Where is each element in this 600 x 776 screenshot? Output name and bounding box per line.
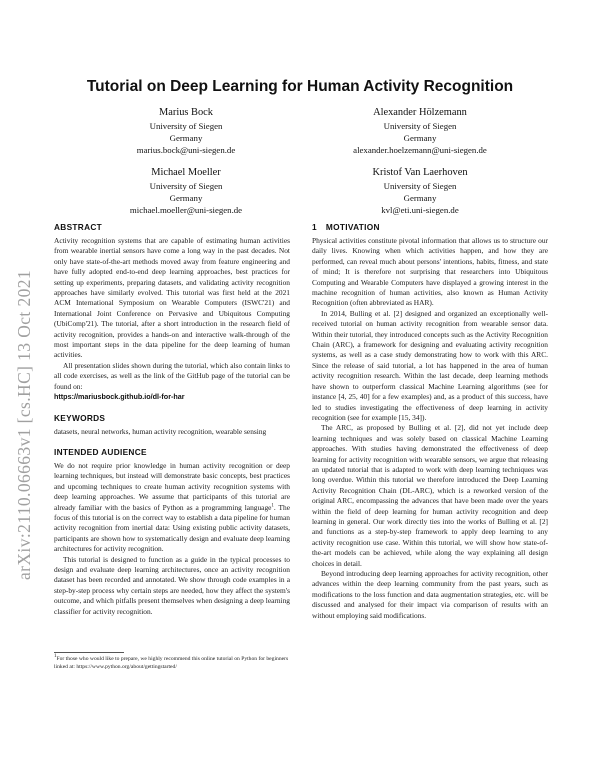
author-affiliation: University of Siegen	[149, 181, 223, 191]
author-name: Kristof Van Laerhoven	[372, 167, 468, 178]
abstract-paragraph: Activity recognition systems that are capable of estimating human activities from wearable inertial sensors have come a long way in the past decades. Not only have state-of-the-art methods moved away from feature engineering and have fully adopted end-to-end deep learning approaches, best practices for setting up experiments, preparing datasets, and validating activity recognition approaches have similarly evolved. This tutorial was first held at the 2021 ACM International Symposium on Wearable Computers (ISWC'21) and International Joint Conference on Pervasive and Ubiquitous Computing (UbiComp'21). The tutorial, after a short introduction in the research field of activity recognition, provides a hands-on and interactive walk-through of the most important steps in the data pipeline for the deep learning of human activities.	[54, 236, 290, 360]
author-name: Alexander Hölzemann	[373, 107, 467, 118]
abstract-paragraph: All presentation slides shown during the tutorial, which also contain links to all code exercises, as well as the link of the GitHub page of the tutorial can be found on:	[54, 360, 290, 391]
abstract-heading: ABSTRACT	[54, 222, 103, 232]
author-name: Marius Bock	[159, 107, 213, 118]
audience-paragraph	[54, 461, 290, 555]
author-country: Germany	[169, 193, 203, 203]
author-country: Germany	[403, 193, 437, 203]
author-email[interactable]: kvl@eti.uni-siegen.de	[381, 205, 459, 215]
author-name: Michael Moeller	[151, 167, 221, 178]
section-number: 1	[312, 222, 317, 232]
footnote	[54, 656, 290, 671]
author-affiliation: University of Siegen	[149, 121, 223, 131]
author-affiliation: University of Siegen	[383, 181, 457, 191]
author-affiliation: University of Siegen	[383, 121, 457, 131]
motivation-paragraph: The ARC, as proposed by Bulling et al. [2], did not yet include deep learning techniques and was solely based on classical Machine Learning approaches. With studies having demonstrated the effectiveness of deep learning for activity recognition with wearable sensors, we argue that releasing an updated tutorial that is adapted to work with deep learning techniques was long overdue. Within this tutorial we therefore introduced the Deep Learning Activity Recognition Chain (DL-ARC), which is a reworked version of the original ARC, encompassing the advances that have been made over the years within the field of deep learning for human activity recognition and deep learning in general. Our work directly ties into the works of Bulling et al. [2] and functions as a step-by-step framework to apply deep learning to any activity recognition use case. Within this tutorial, we will show how state-of-the-art models can be achieved, while along the way explaining all design choices in detail.	[312, 423, 548, 568]
section-title: MOTIVATION	[325, 222, 380, 232]
arxiv-stamp: arXiv:2110.06663v1 [cs.HC] 13 Oct 2021	[14, 269, 34, 580]
audience-paragraph: This tutorial is designed to function as a guide in the typical processes to design and evaluate deep learning architectures, once an activity recognition dataset has been recorded and annotated. We show through code examples in a step-by-step process why certain steps are needed, how they affect the system's outcome, and which pitfalls present themselves when designing a deep learning classifier for activity recognition.	[54, 554, 290, 616]
right-column	[312, 222, 548, 621]
author-block	[320, 106, 520, 156]
paper-title: Tutorial on Deep Learning for Human Activity Recognition	[86, 78, 514, 95]
author-email[interactable]: alexander.hoelzemann@uni-siegen.de	[353, 145, 487, 155]
tutorial-link[interactable]: https://mariusbock.github.io/dl-for-har	[54, 392, 185, 402]
motivation-paragraph: In 2014, Bulling et al. [2] designed and organized an exceptionally well-received tutorial on human activity recognition from wearable sensor data. Within their tutorial, they introduced concepts such as the Activity Recognition Chain (ARC), a framework for designing and evaluating activity recognition systems, as well as a case study demonstrating how to work with this ARC. Since the release of said tutorial, a lot has happened in the area of human activity recognition research. Within the last decade, deep learning methods have shown to outperform classical Machine Learning algorithms (see for instance [4, 25, 40] for a few examples) and, as a product of this success, have led to studies investigating the effectiveness of deep learning in activity recognition (see for example [15, 34]).	[312, 308, 548, 422]
motivation-paragraph: Beyond introducing deep learning approaches for activity recognition, other advances within the deep learning community from the past years, such as modifications to the loss function and data augmentation strategies, etc. will be discussed and analysed for their impact via comparison of results with an without employing said modifications.	[312, 569, 548, 620]
keywords-heading: KEYWORDS	[54, 412, 106, 423]
audience-text: We do not require prior knowledge in human activity recognition or deep learning techniques, but instead will demonstrate basic concepts, best practices and upcoming techniques to create human activity recognition systems with deep learning approaches. We assume that participants of this tutorial are already familiar with the basics of Python as a programming language	[54, 460, 290, 512]
author-country: Germany	[403, 133, 437, 143]
author-block	[86, 166, 286, 216]
author-block	[86, 106, 286, 156]
author-email[interactable]: michael.moeller@uni-siegen.de	[129, 205, 243, 215]
audience-heading: INTENDED AUDIENCE	[54, 446, 147, 457]
keywords-text: datasets, neural networks, human activity recognition, wearable sensing	[54, 426, 267, 436]
footnote-marker[interactable]: 1	[271, 503, 274, 509]
footnote-text: For those who would like to prepare, we highly recommend this online tutorial on Python for beginners linked at: https://www.python.org/about/gettingstarted/	[54, 656, 289, 670]
left-column	[54, 222, 290, 617]
author-block	[320, 166, 520, 216]
author-country: Germany	[169, 133, 203, 143]
footnote-divider	[54, 652, 124, 653]
author-email[interactable]: marius.bock@uni-siegen.de	[136, 145, 236, 155]
motivation-heading	[312, 222, 548, 233]
motivation-paragraph: Physical activities constitute pivotal information that allows us to structure our daily lives. Knowing when which activities happen, and how they are performed, can reveal much about persons' intentions, habits, fitness, and state of mind; It is therefore not surprising that researchers into Ubiquitous Computing and Wearable Computers have displayed a growing interest in the machine recognition of human activities, also known as Human Activity Recognition (often abbreviated as HAR).	[312, 236, 548, 308]
footnote-mark: 1	[54, 654, 57, 660]
audience-text: . The focus of this tutorial is on the correct way to establish a data pipeline for human activity recognition from inertial data: Using existing public activity datasets, participants are shown how to systematically design and evaluate deep learning architectures for activity recognition.	[54, 502, 290, 554]
